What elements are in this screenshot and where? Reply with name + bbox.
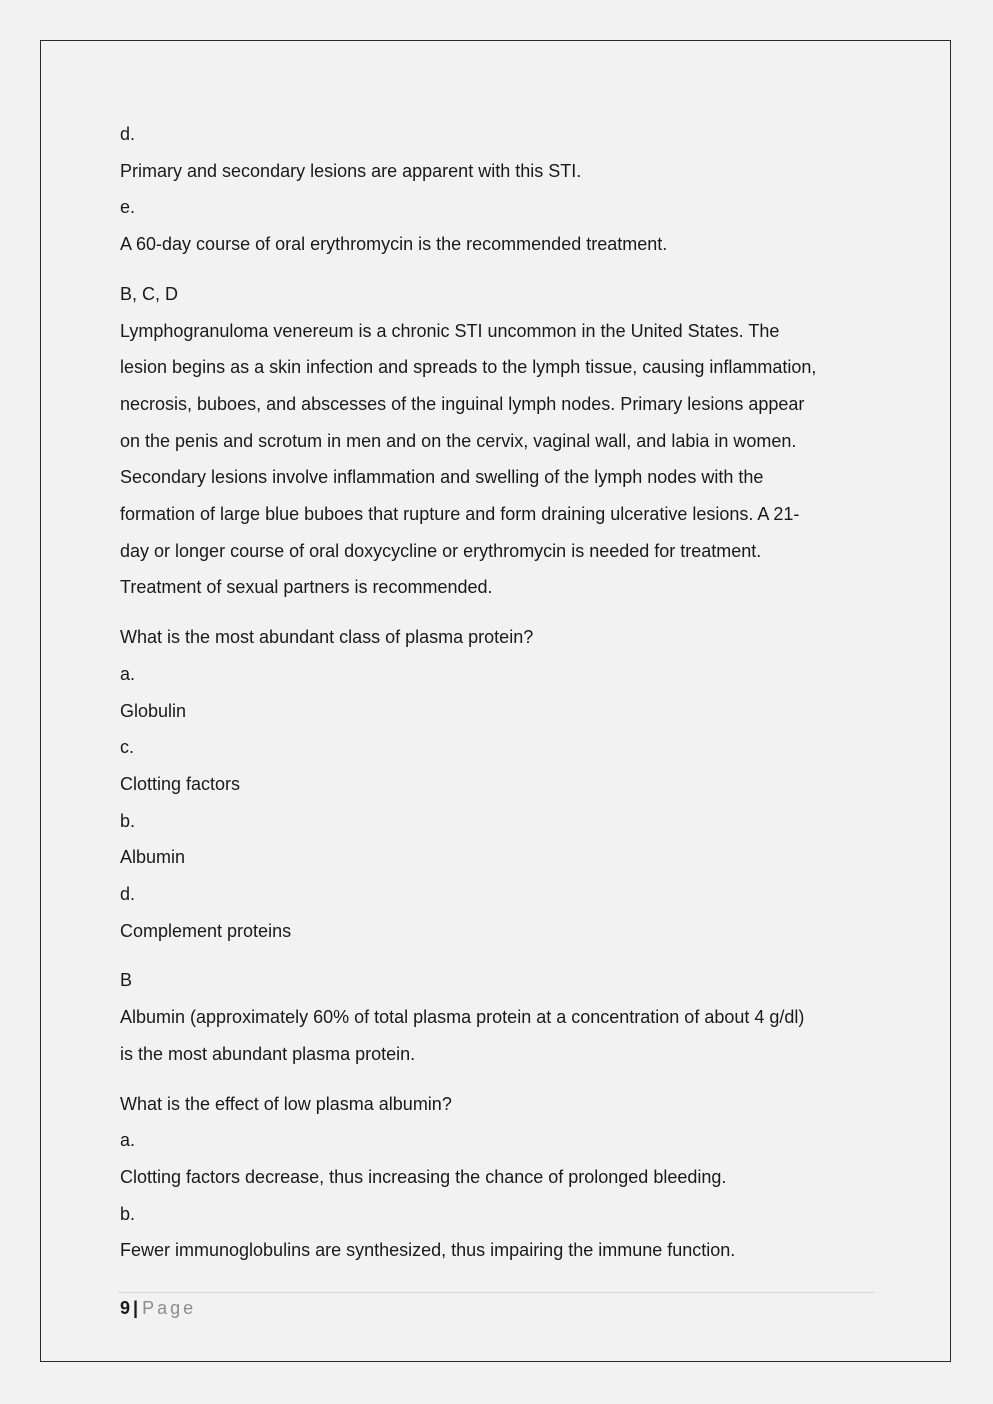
option-label: a. — [120, 1130, 136, 1151]
question-block — [120, 1086, 880, 1270]
answer-key: B — [120, 970, 133, 991]
answer-key: B, C, D — [120, 283, 179, 304]
option-label: d. — [120, 124, 136, 144]
option-label: b. — [120, 1203, 136, 1224]
rationale-line: day or longer course of oral doxycycline or erythromycin is needed for treatment. — [120, 540, 762, 561]
question-text: What is the most abundant class of plasma protein? — [120, 627, 534, 648]
page-footer — [120, 1297, 196, 1319]
answer-block — [120, 962, 880, 1072]
answer-block — [120, 276, 880, 606]
rationale-line: necrosis, buboes, and abscesses of the inguinal lymph nodes. Primary lesions appear — [120, 393, 805, 414]
option-text: Fewer immunoglobulins are synthesized, thus impairing the immune function. — [120, 1240, 736, 1261]
option-text: Complement proteins — [120, 920, 292, 941]
option-text: Globulin — [120, 700, 187, 721]
footer-separator: | — [133, 1298, 139, 1318]
option-label: d. — [120, 884, 136, 905]
option-text: Clotting factors — [120, 773, 241, 794]
text-block — [120, 116, 880, 263]
rationale-line: Albumin (approximately 60% of total plasma protein at a concentration of about 4 g/dl) — [120, 1007, 805, 1028]
footer-divider — [118, 1292, 875, 1293]
rationale-line: Treatment of sexual partners is recommended. — [120, 577, 493, 598]
rationale-line: Lymphogranuloma venereum is a chronic STI uncommon in the United States. The — [120, 320, 780, 341]
document-body — [120, 116, 880, 1269]
option-text: Clotting factors decrease, thus increasing the chance of prolonged bleeding. — [120, 1166, 727, 1187]
option-label: c. — [120, 737, 135, 758]
rationale-line: is the most abundant plasma protein. — [120, 1043, 416, 1064]
option-label: b. — [120, 810, 136, 831]
rationale-line: on the penis and scrotum in men and on the cervix, vaginal wall, and labia in women. — [120, 430, 797, 451]
rationale-line: lesion begins as a skin infection and spreads to the lymph tissue, causing inflammation, — [120, 357, 817, 378]
question-block — [120, 619, 880, 949]
rationale-line: Secondary lesions involve inflammation and swelling of the lymph nodes with the — [120, 467, 764, 488]
page-label: Page — [142, 1298, 197, 1318]
page-number: 9 — [120, 1298, 131, 1318]
rationale-line: formation of large blue buboes that rupture and form draining ulcerative lesions. A 21- — [120, 504, 800, 525]
option-label: e. — [120, 197, 136, 218]
option-text: A 60-day course of oral erythromycin is the recommended treatment. — [120, 234, 668, 255]
question-text: What is the effect of low plasma albumin? — [120, 1093, 452, 1114]
option-label: a. — [120, 663, 136, 684]
option-text: Albumin — [120, 847, 186, 868]
option-text: Primary and secondary lesions are apparent with this STI. — [120, 160, 582, 181]
